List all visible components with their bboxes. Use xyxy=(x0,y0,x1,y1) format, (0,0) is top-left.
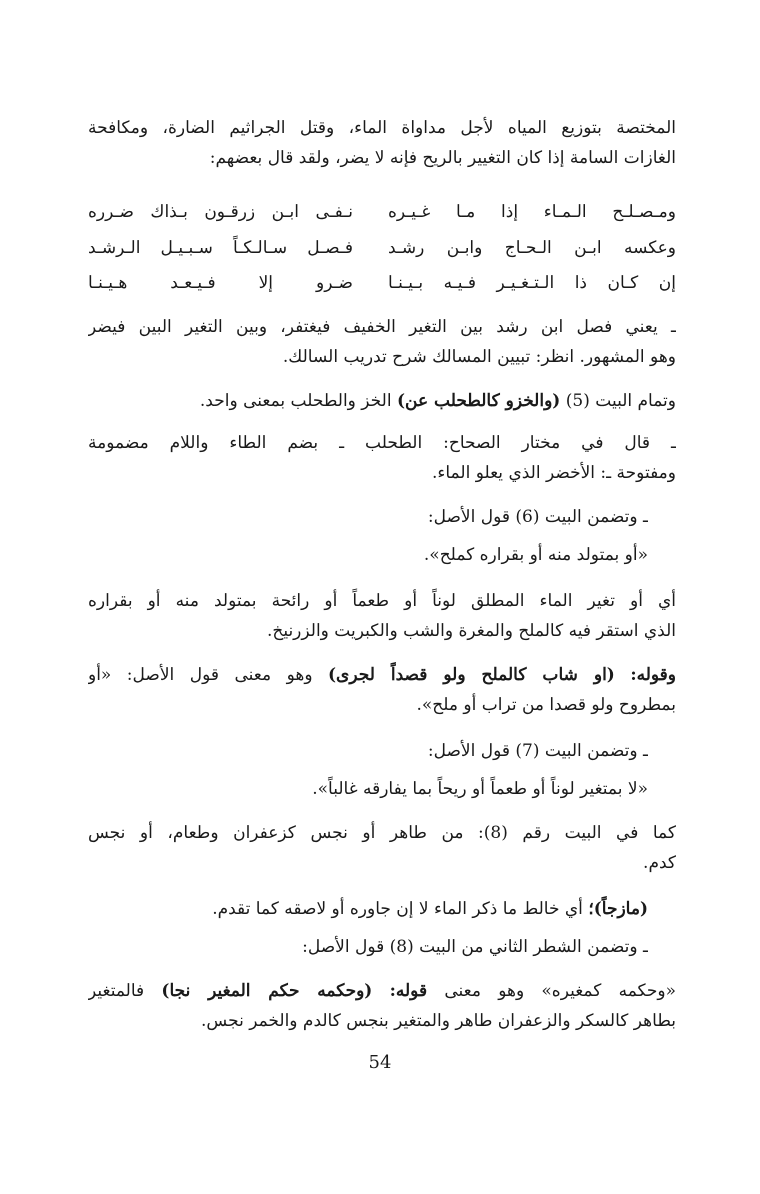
text-line: أي أو تغير الماء المطلق لوناً أو طعماً أو رائحة بمتولد منه أو بقراره xyxy=(88,591,676,611)
mazijan-bold: (مازجاً)؛ xyxy=(588,899,648,919)
bayt5-prefix: وتمام البيت (5) xyxy=(565,391,676,411)
text-line xyxy=(88,894,648,924)
final-mid: وهو معنى xyxy=(444,981,525,1001)
text-line: ومفتوحة ـ: الأخضر الذي يعلو الماء. xyxy=(431,463,676,483)
text-line: كدم. xyxy=(643,853,676,873)
text-line: ـ قال في مختار الصحاح: الطحلب ـ بضم الطاء واللام مضمومة xyxy=(88,433,676,453)
mazijan-paragraph xyxy=(88,894,648,924)
ibn-rushd-paragraph xyxy=(88,312,676,372)
text-line: المختصة بتوزيع المياه لأجل مداواة الماء، وقتل الجراثيم الضارة، ومكافحة xyxy=(88,118,676,138)
sihah-paragraph xyxy=(88,428,676,488)
text-line xyxy=(88,976,676,1006)
bayt6-quote xyxy=(88,540,648,570)
text-line: ـ وتضمن الشطر الثاني من البيت (8) قول الأصل: xyxy=(302,937,648,957)
bayt7-intro xyxy=(88,736,648,766)
bayt5-bold: (والخزو كالطحلب عن) xyxy=(396,391,561,411)
verse-second-hemistich: ضـرو إلا فـيـعـد هـيـنـا xyxy=(88,273,353,293)
final-bold: (وحكمه حكم المغير نجا) xyxy=(161,981,373,1001)
final-paragraph xyxy=(88,976,676,1036)
bayt5-paragraph xyxy=(88,386,676,416)
mazijan-rest: أي خالط ما ذكر الماء لا إن جاوره أو لاصقه كما تقدم. xyxy=(212,899,583,919)
text-line xyxy=(88,660,676,690)
verse xyxy=(88,268,676,298)
text-line: بمطروح ولو قصدا من تراب أو ملح». xyxy=(416,695,676,715)
verse-first-hemistich: وعكسه ابـن الـحـاج وابـن رشـد xyxy=(388,238,676,258)
intro-paragraph xyxy=(88,113,676,173)
text-line: الذي استقر فيه كالملح والمغرة والشب والكبريت والزرنيخ. xyxy=(266,621,676,641)
final-label: قوله: xyxy=(389,981,428,1001)
verse-first-hemistich: إن كـان ذا الـتـغـيـر فـيـه بـيـنـا xyxy=(388,273,676,293)
page-number: 54 xyxy=(368,1052,392,1073)
text-line: «لا بمتغير لوناً أو طعماً أو ريحاً بما يفارقه غالباً». xyxy=(312,779,648,799)
text-line: وهو المشهور. انظر: تبيين المسالك شرح تدريب السالك. xyxy=(282,347,676,367)
bayt7-quote xyxy=(88,774,648,804)
verse-second-hemistich: فـصـل سـالـكـاً سـبـيـل الـرشـد xyxy=(88,238,353,258)
qawluhu-bold: (او شاب كالملح ولو قصداً لجرى) xyxy=(328,665,615,685)
text-line: كما في البيت رقم (8): من طاهر أو نجس كزعفران وطعام، أو نجس xyxy=(88,823,676,843)
text-line: ـ وتضمن البيت (6) قول الأصل: xyxy=(427,507,648,527)
text-line: الغازات السامة إذا كان التغيير بالريح فإنه لا يضر، ولقد قال بعضهم: xyxy=(209,148,676,168)
qawluhu-rest: وهو معنى قول الأصل: «أو xyxy=(88,665,313,685)
bayt8-paragraph xyxy=(88,818,676,878)
bayt6-intro xyxy=(88,502,648,532)
bayt5-suffix: الخز والطحلب بمعنى واحد. xyxy=(199,391,392,411)
final-end: فالمتغير xyxy=(88,981,145,1001)
qawluhu-label: وقوله: xyxy=(630,665,676,685)
shatr-intro xyxy=(88,932,648,962)
verse xyxy=(88,197,676,227)
verse-second-hemistich: نـفـى ابـن زرقـون بـذاك ضـرره xyxy=(88,202,353,222)
final-quote: «وحكمه كمغيره» xyxy=(541,981,676,1001)
qawluhu-paragraph xyxy=(88,660,676,720)
verse-first-hemistich: ومـصـلـح الـمـاء إذا مـا غـيـره xyxy=(388,202,676,222)
text-line: ـ يعني فصل ابن رشد بين التغير الخفيف فيغتفر، وبين التغير البين فيضر xyxy=(88,317,676,337)
text-line: «أو بمتولد منه أو بقراره كملح». xyxy=(423,545,648,565)
text-line: بطاهر كالسكر والزعفران طاهر والمتغير بنجس كالدم والخمر نجس. xyxy=(201,1011,676,1031)
taghayyur-paragraph xyxy=(88,586,676,646)
text-line: ـ وتضمن البيت (7) قول الأصل: xyxy=(427,741,648,761)
verse xyxy=(88,233,676,263)
text-line xyxy=(88,386,676,416)
